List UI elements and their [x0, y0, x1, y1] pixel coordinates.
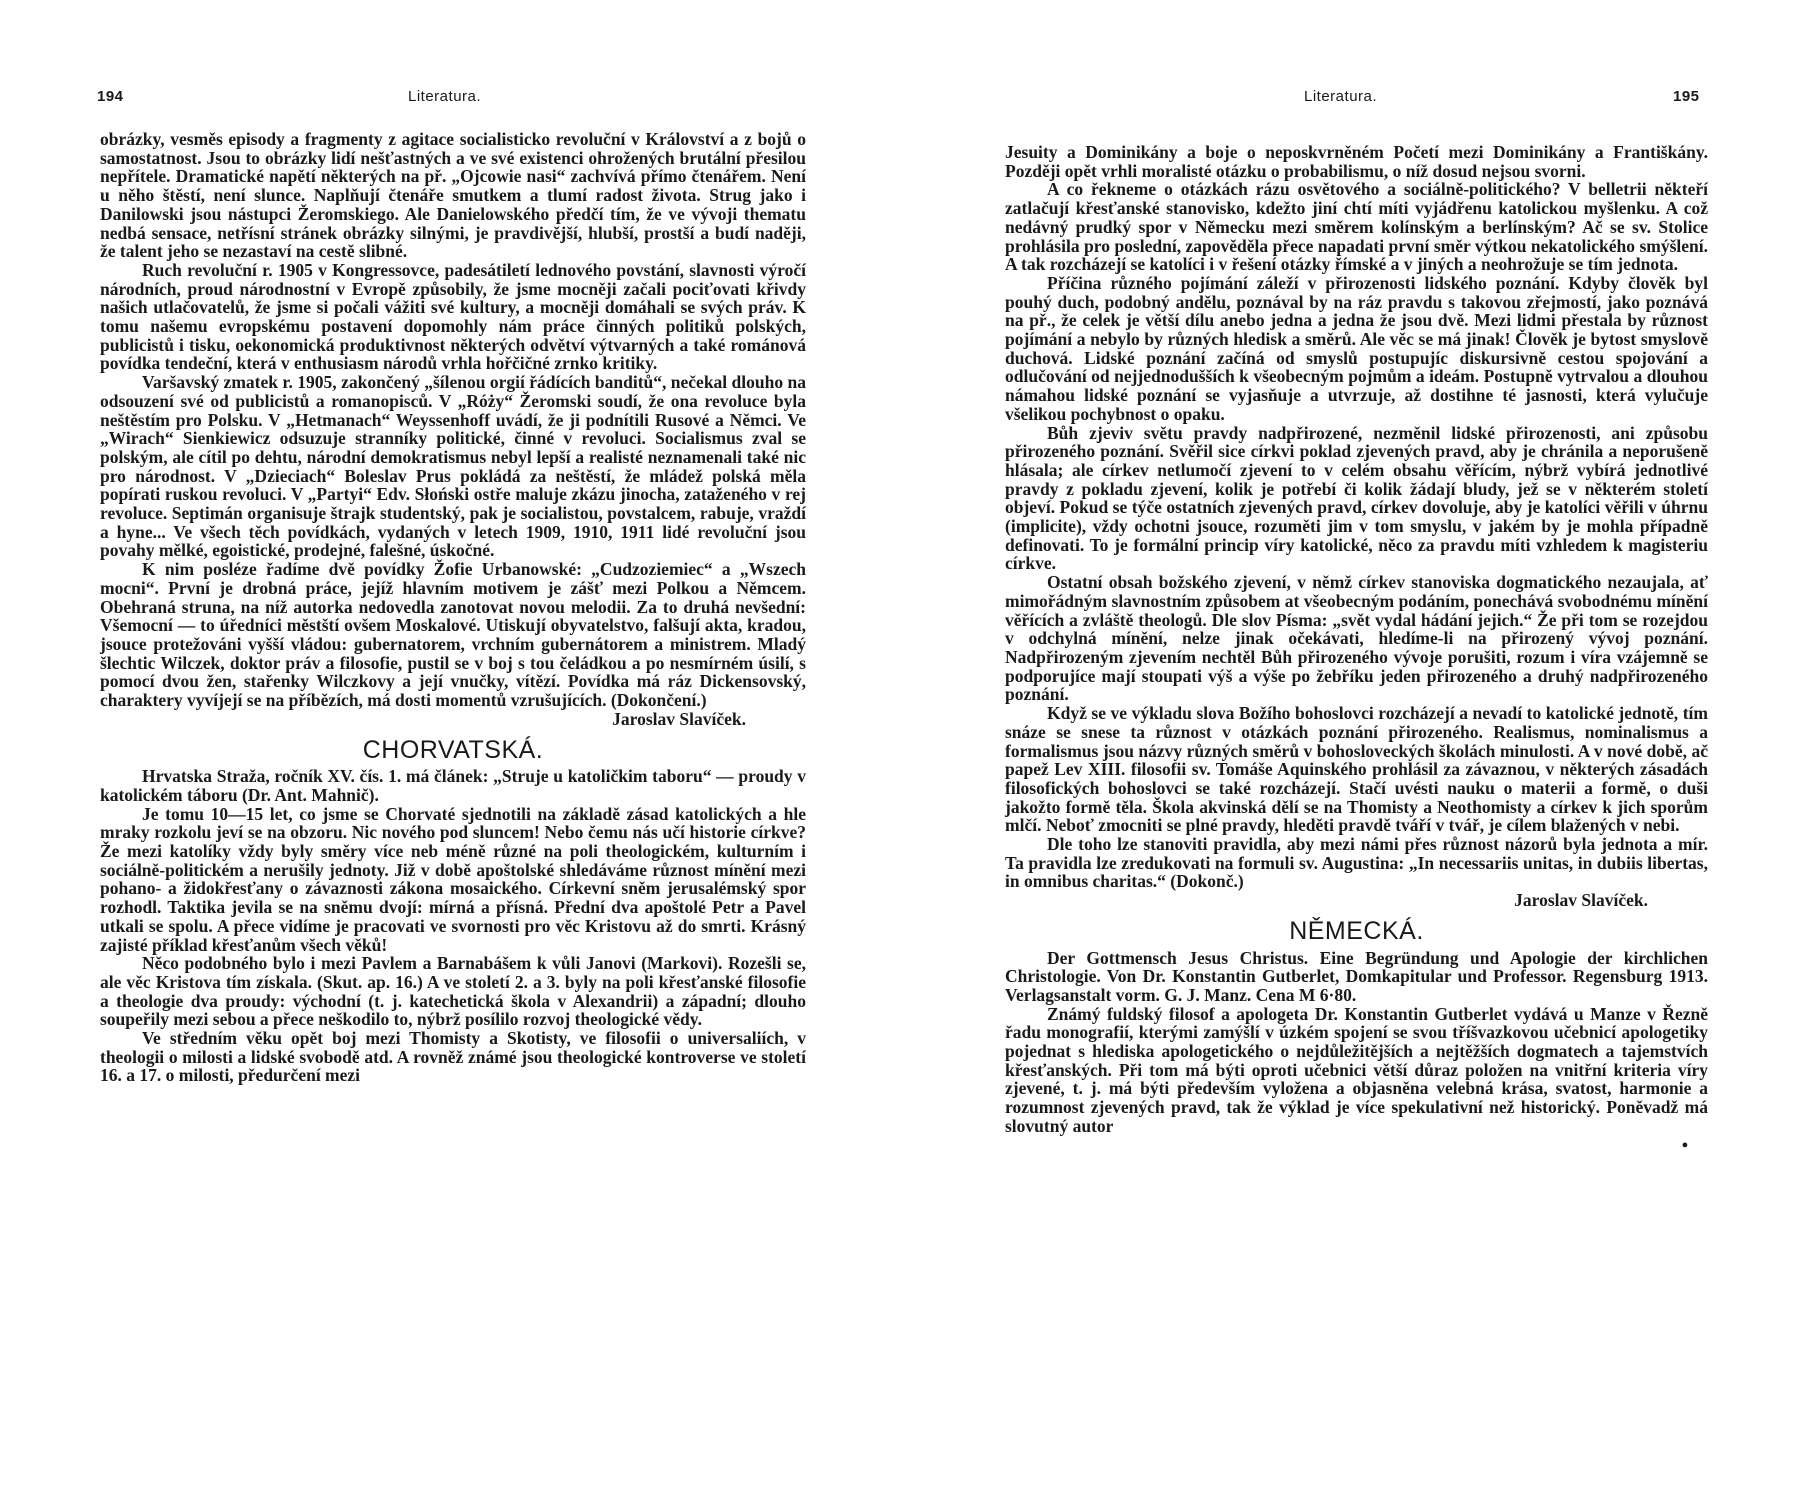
signature: Jaroslav Slavíček.	[1514, 890, 1648, 911]
review-entry	[1005, 949, 1708, 1005]
paragraph: Je tomu 10—15 let, co jsme se Chorvaté sjednotili na základě zásad katolických a hle mraky rozkolu jeví se na obzoru. Nic nového pod sluncem! Nebo čemu nás učí historie církve? Že mezi katolíky vždy byly směry více neb méně různé na poli theologickém, kulturním i sociálně-politickém a nerušily jednoty. Již v době apoštolské shledáváme různost mínění mezi pohano- a židokřesťany o závaznosti zákona mosaického. Církevní sněm jerusalémský spor rozhodl. Taktika jevila se na sněmu dvojí: mírná a přísná. Přední dva apoštolé Petr a Pavel utkali se spolu. A přece vidíme je pracovati ve svornosti pro věc Kristovu až do smrti. Krásný zajisté příklad křesťanům všech věků!	[100, 803, 806, 955]
footer-mark: •	[1681, 1134, 1688, 1155]
review-title: Hrvatska Straža, ročník XV.	[142, 766, 355, 787]
paragraph: Něco podobného bylo i mezi Pavlem a Barnabášem k vůli Janovi (Markovi). Rozešli se, ale věc Kristova tím získala. (Skut. ap. 16.) A ve století 2. a 3. byly na poli křesťanské filosofie a theologie dva proudy: východní (t. j. katechetická škola v Alexandrii) a západní; dlouho soupeřily mezi sebou a přece neškodilo to, nýbrž posílilo rozvoj theologické vědy.	[100, 953, 806, 1030]
paragraph: obrázky, vesměs episody a fragmenty z agitace socialisticko revoluční v Království a z bojů o samostatnost. Jsou to obrázky lidí nešťastných a ve své existenci ohrožených brutální přesilou nepřítele. Dramatické napětí některých na př. „Ojcowie nasi“ zachvívá přímo čtenářem. Není u něho štěstí, není slunce. Naplňují čtenáře smutkem a tlumí radost života. Strug jako i Danilowski jsou nástupci Žeromskiego. Ale Danielowského předčí tím, že ve vývoji thematu nedbá sensace, netřísní stránek obrázky silnými, je pravdivější, hlubší, prostší a budí naději, že talent jeho se nezastaví na cestě slibné.	[100, 129, 806, 262]
paragraph: K nim posléze řadíme dvě povídky Žofie Urbanowské: „Cudzoziemiec“ a „Wszech mocni“. První je drobná práce, jejíž hlavním motivem je zášť mezi Polkou a Němcem. Obehraná struna, na níž autorka nedovedla zanotovat novou melodii. Za to druhá nevšední: Všemocní — to úředníci městští ovšem Moskalové. Utiskují obyvatelstvo, falšují akta, kradou, jsouce protežováni vyšší vládou: gubernatorem, vrchním gubernátorem a ministrem. Mladý šlechtic Wilczek, doktor práv a filosofie, pustil se v boj s tou čeládkou a po nesmírném úsilí, s pomocí dvou žen, stařenky Wilczkovy a její vnučky, vítězí. Povídka má ráz Dickensovský, charaktery vyvíjejí se na příbězích, má dosti momentů vzrušujících. (Dokončení.)	[100, 559, 806, 711]
page-number-left: 194	[97, 88, 124, 105]
page-number-right: 195	[1673, 88, 1700, 105]
review-intro: čís. 1. má článek: „Struje u katoličkim taboru“ — proudy v katolickém táboru (Dr. Ant. Mahnič).	[100, 766, 807, 805]
right-page-body	[1005, 143, 1708, 1154]
section-heading: NĚMECKÁ.	[1289, 916, 1424, 945]
paragraph: Jesuity a Dominikány a boje o neposkvrněném Početí mezi Dominikány a Františkány. Později opět vrhli moralisté otázku o probabilismu, o níž dosud nejsou svorni.	[1005, 142, 1708, 181]
paragraph: Ostatní obsah božského zjevení, v němž církev stanoviska dogmatického nezaujala, ať mimořádným slavnostním způsobem at všeobecným podáním, ponechává svobodnému mínění věřících a zvláště theologů. Dle slov Písma: „svět vydal hádání jejich.“ Že při tom se rozejdou v odchylná mínění, nelze jinak očekávati, hledíme-li na přirozený vývoj poznání. Nadpřirozeným zjevením nechtěl Bůh přirozeného vývoje porušiti, rozum i víra vzájemně se podporujíce mají stoupati výš a výše po žebříku jeden přirozeného a druhý nadpřirozeného poznání.	[1005, 572, 1708, 705]
review-entry	[100, 767, 806, 804]
paragraph: Když se ve výkladu slova Božího bohoslovci rozcházejí a nevadí to katolické jednotě, tím snáze se snese ta různost v otázkách poznání přirozeného. Realismus, nominalismus a formalismus jsou názvy různých směrů v bohosloveckých školách minulosti. A v nové době, ač papež Lev XIII. filosofii sv. Tomáše Aquinského prohlásil za závaznou, v některých zásadách filosofických bohoslovci se také rozcházejí. Stačí uvésti nauku o materii a formě, o duši jakožto formě těla. Škola akvinská dělí se na Thomisty a Neothomisty a církev k jich sporům mlčí. Neboť zmocniti se plné pravdy, hleděti pravdě tváří v tvář, je cílem blažených v nebi.	[1005, 703, 1708, 836]
review-title: Der Gottmensch Jesus Christus.	[1047, 947, 1309, 968]
running-title-right: Literatura.	[1304, 88, 1378, 105]
running-title-left: Literatura.	[408, 88, 482, 105]
section-heading: CHORVATSKÁ.	[362, 735, 544, 764]
paragraph: Dle toho lze stanoviti pravidla, aby mezi námi přes různost názorů byla jednota a mír. Ta pravidla lze zredukovati na formuli sv. Augustina: „In necessariis unitas, in dubiis libertas, in omnibus charitas.“ (Dokonč.)	[1005, 834, 1708, 892]
paragraph: Ruch revoluční r. 1905 v Kongressovce, padesátiletí lednového povstání, slavnosti výročí národních, proud národnostní v Evropě způsobily, že jsme mocněji začali pociťovati křivdy našich utlačovatelů, že jsme si počali vážiti své kultury, a mocněji domáhali se svých práv. K tomu našemu evropskému postavení dopomohly nám práce činných politiků polských, publicistů i tisku, oekonomická produktivnost některých odvětví výtvarných a také románová povídka tendeční, která v enthusiasm národů vrhla hořčičné zrnko kritiky.	[100, 259, 806, 374]
paragraph: Bůh zjeviv světu pravdy nadpřirozené, nezměnil lidské přirozenosti, ani způsobu přirozeného poznání. Svěřil sice církvi poklad zjevených pravd, aby je chránila a neporušeně hlásala; ale církev netlumočí zjevení to v celém obsahu věřícím, nýbrž vybírá jednotlivé pravdy z pokladu zjevení, kolik je potřebí či kolik žádají bludy, jež se v některém století objeví. Pokud se týče ostatních zjevených pravd, církev dovoluje, aby je katolíci věřili v úhrnu (implicite), vždy ochotni jsouce, rozuměti jim v tom smyslu, v jakém by je mohla případně definovati. To je formální princip víry katolické, něco za pravdu míti vzhledem k magisteriu církve.	[1005, 422, 1708, 574]
right-page	[900, 0, 1800, 1500]
review-intro: Eine Begründung und Apologie der kirchlichen Christologie. Von Dr. Konstantin Gutberlet, Domkapitular und Professor. Regensburg 1913. Verlagsanstalt vorm. G. J. Manz. Cena M 6·80.	[1005, 947, 1708, 1005]
paragraph: Známý fuldský filosof a apologeta Dr. Konstantin Gutberlet vydává u Manze v Řezně řadu monografií, kterými zamýšlí v úzkém spojení se svou tříšvazkovou učebnicí apologetiky pojednat s hlediska apologetického o nejdůležitějších a nejtěžších dogmatech a tajemstvích křesťanských. Při tom má býti oproti učebnici větší důraz položen na vnitřní kriteria víry zjevené, t. j. má býti především vyložena a objasněna velebná krása, svatost, harmonie a rozumnost zjevených pravd, tak že výklad je více spekulativní než historický. Poněvadž má slovutný autor	[1005, 1003, 1708, 1136]
paragraph: Příčina různého pojímání záleží v přirozenosti lidského poznání. Kdyby člověk byl pouhý duch, podobný andělu, poznával by na ráz pravdu s takovou zřejmostí, jako poznává na př., že celek je větší dílu anebo jedna a jedna že jsou dvě. Mezi lidmi přestala by různost pojímání a nebylo by různých hledisk a směrů. Ale věc se má jinak! Člověk je bytost smyslově duchová. Lidské poznání začíná od smyslů postupujíc diskursivně cestou spojování a odlučování od nejjednodušších k všeobecným pojmům a ideám. Postupně vytrvalou a dlouhou námahou lidské poznání se vyjasňuje a utvrzuje, až dostihne té jasnosti, která vylučuje všelikou pochybnost o opaku.	[1005, 272, 1708, 424]
left-page-body	[100, 130, 806, 1085]
paragraph: A co řekneme o otázkách rázu osvětového a sociálně-politického? V belletrii někteří zatlačují křesťanské stanovisko, kdežto jiní chtí míti vyjádřenu katolickou myšlenku. A což nedávný prudký spor v Německu mezi směrem kolínským a berlínským? Ač se sv. Stolice prohlásila pro poslední, zapověděla přece napadati první směr výtkou nekatolického smýšlení. A tak rozcházejí se katolíci i v řešení otázky římské a v jiných a neohrožuje se tím jednota.	[1005, 179, 1708, 275]
signature: Jaroslav Slavíček.	[612, 708, 746, 729]
paragraph: Varšavský zmatek r. 1905, zakončený „šílenou orgií řádících banditů“, nečekal dlouho na odsouzení své od publicistů a romanopisců. V „Róży“ Žeromski soudí, že ona revoluce byla neštěstím pro Polsku. V „Hetmanach“ Weyssenhoff uvádí, že ji podnítili Rusové a Němci. Ve „Wirach“ Sienkiewicz odsuzuje stranníky politické, činné v revoluci. Socialismus zval se polským, ale cítil po dehtu, národní demokratismus nebyl lepší a realisté neznamenali také nic pro národnost. V „Dzieciach“ Boleslav Prus pokládá za neštěstí, že mládež polská měla popírati ruskou revoluci. V „Partyi“ Edv. Słoński ostře maluje zkázu jinocha, zataženého v rej revoluce. Septimán organisuje štrajk studentský, pak je socialistou, povstalcem, rabuje, vraždí a hyne... Ve všech těch povídkách, vydaných v letech 1909, 1910, 1911 lidé revoluční jsou povahy mělké, egoistické, prodejné, falešné, úskočné.	[100, 372, 806, 561]
paragraph: Ve středním věku opět boj mezi Thomisty a Skotisty, ve filosofii o universaliích, v theologii o milosti a lidské svobodě atd. A rovněž známé jsou theologické kontroverse ve století 16. a 17. o milosti, předurčení mezi	[100, 1028, 806, 1086]
